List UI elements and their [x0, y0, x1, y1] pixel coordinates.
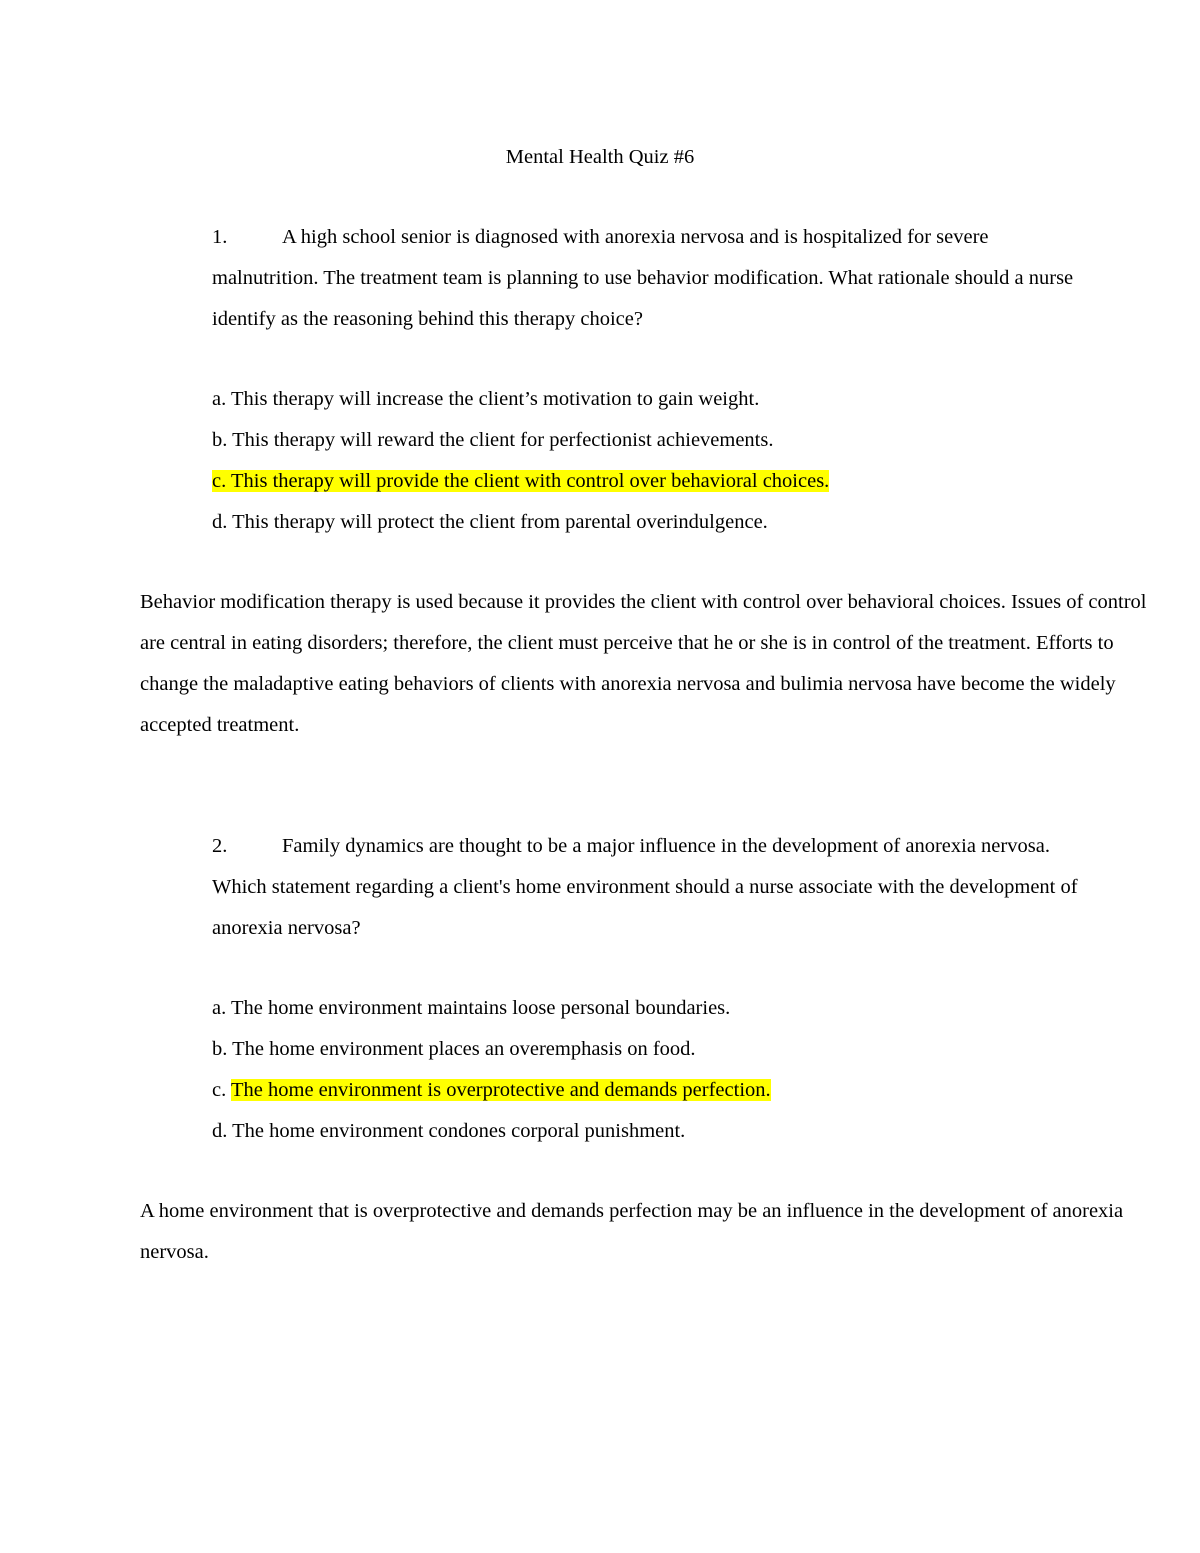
- option-b: [212, 1029, 1112, 1070]
- option-letter: d.: [212, 511, 228, 533]
- option-letter: a.: [212, 388, 227, 410]
- question-2: [212, 826, 1092, 949]
- question-text: Family dynamics are thought to be a major influence in the development of anorexia nervosa. Which statement regarding a client's home environment should a nurse associate with the development of anorexia nervosa?: [212, 835, 1078, 939]
- option-c-correct: [212, 1070, 1112, 1111]
- question-text: A high school senior is diagnosed with anorexia nervosa and is hospitalized for severe malnutrition. The treatment team is planning to use behavior modification. What rationale should a nurse identify as the reasoning behind this therapy choice?: [212, 226, 1074, 330]
- option-d: [212, 1111, 1112, 1152]
- option-text: This therapy will provide the client with control over behavioral choices.: [231, 470, 830, 492]
- question-number: 2.: [212, 835, 228, 857]
- option-letter: d.: [212, 1120, 228, 1142]
- option-letter: b.: [212, 1038, 228, 1060]
- question-number: 1.: [212, 226, 228, 248]
- option-b: [212, 420, 1112, 461]
- option-text: This therapy will protect the client from parental overindulgence.: [232, 511, 768, 533]
- option-a: [212, 379, 1112, 420]
- option-letter: a.: [212, 997, 227, 1019]
- highlighted-answer: [212, 470, 829, 492]
- option-letter: b.: [212, 429, 228, 451]
- option-d: [212, 502, 1112, 543]
- option-text: This therapy will reward the client for perfectionist achievements.: [232, 429, 774, 451]
- question-1-explanation: Behavior modification therapy is used because it provides the client with control over behavioral choices. Issues of control are central in eating disorders; therefore, the client must perceive that he or she is in control of the treatment. Efforts to change the maladaptive eating behaviors of clients with anorexia nervosa and bulimia nervosa have become the widely accepted treatment.: [140, 591, 1147, 736]
- option-letter: c.: [212, 470, 227, 492]
- option-text: The home environment condones corporal punishment.: [232, 1120, 686, 1142]
- option-a: [212, 988, 1112, 1029]
- question-2-options: [212, 988, 1112, 1152]
- question-1-options: [212, 379, 1112, 543]
- option-text: This therapy will increase the client’s motivation to gain weight.: [231, 388, 760, 410]
- question-2-explanation: A home environment that is overprotective and demands perfection may be an influence in the development of anorexia nervosa.: [140, 1200, 1124, 1263]
- option-text: The home environment places an overemphasis on food.: [232, 1038, 696, 1060]
- option-letter: c.: [212, 1079, 227, 1101]
- question-1: [212, 217, 1092, 340]
- page-title: Mental Health Quiz #6: [505, 146, 695, 168]
- option-text: The home environment maintains loose personal boundaries.: [231, 997, 731, 1019]
- option-c-correct: [212, 461, 1112, 502]
- highlighted-answer: The home environment is overprotective and demands perfection.: [231, 1079, 771, 1101]
